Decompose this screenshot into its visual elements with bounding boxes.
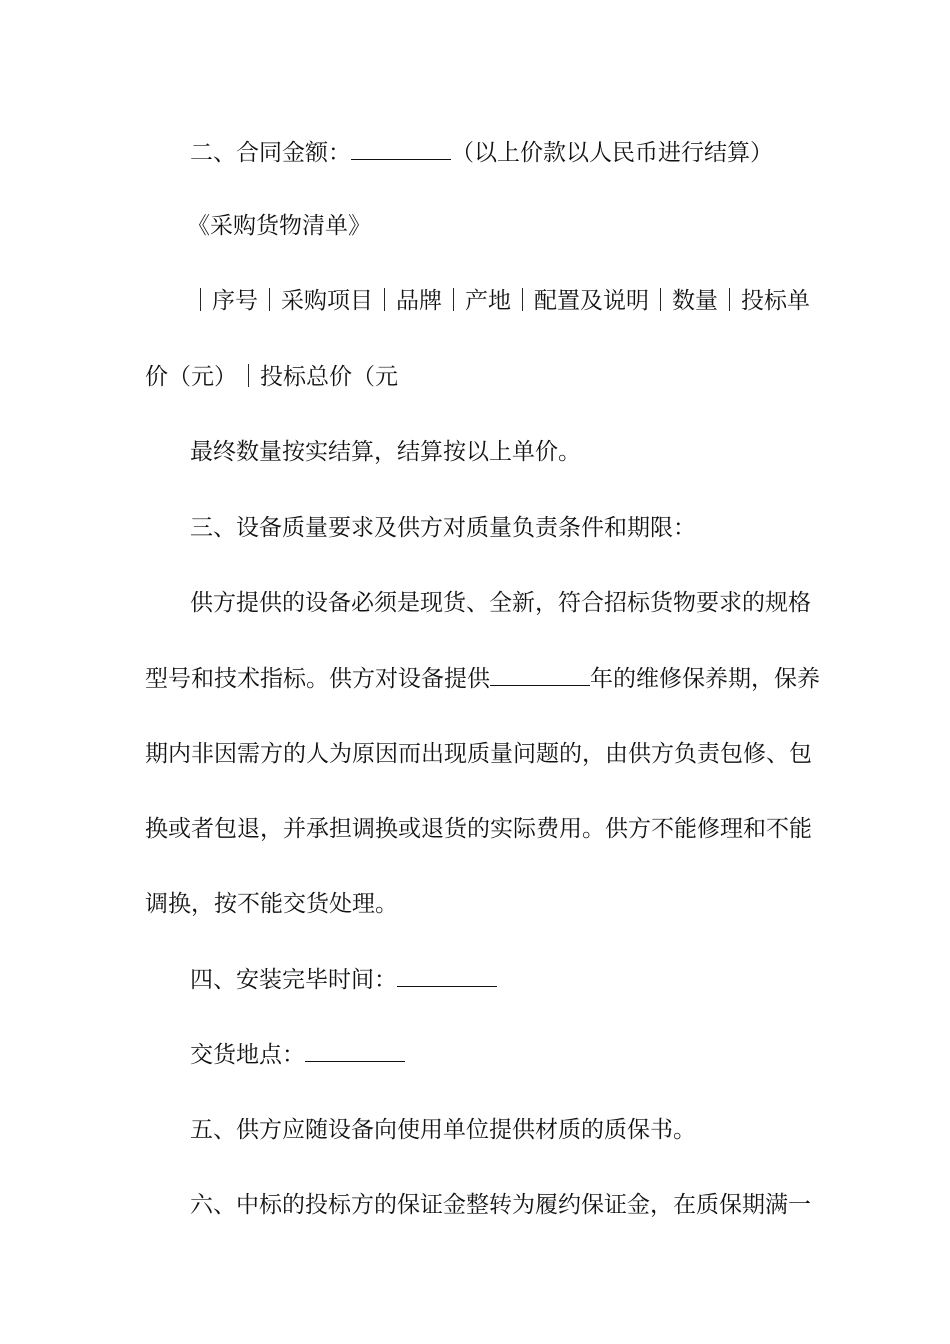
delivery-location bbox=[190, 1040, 950, 1070]
table-header-line-1: ｜序号｜采购项目｜品牌｜产地｜配置及说明｜数量｜投标单 bbox=[189, 288, 810, 314]
delivery-location-blank bbox=[305, 1041, 405, 1062]
section-3-paragraph-line-4: 换或者包退，并承担调换或退货的实际费用。供方不能修理和不能 bbox=[145, 816, 812, 842]
section-3-paragraph-line-2 bbox=[145, 664, 950, 694]
section-3-paragraph-line-3: 期内非因需方的人为原因而出现质量问题的，由供方负责包修、包 bbox=[145, 741, 812, 767]
section-2-contract-amount bbox=[190, 138, 950, 168]
table-header-line-2: 价（元）｜投标总价（元 bbox=[145, 364, 398, 390]
quantity-settlement-note: 最终数量按实结算，结算按以上单价。 bbox=[190, 439, 581, 465]
section-3-paragraph-line-5: 调换，按不能交货处理。 bbox=[145, 891, 398, 917]
purchase-list-title: 《采购货物清单》 bbox=[187, 213, 371, 239]
contract-amount-blank bbox=[351, 139, 451, 160]
delivery-location-label: 交货地点： bbox=[190, 1042, 305, 1068]
section-5-quality-certificate: 五、供方应随设备向使用单位提供材质的质保书。 bbox=[190, 1117, 696, 1143]
warranty-prefix: 型号和技术指标。供方对设备提供 bbox=[145, 666, 490, 692]
section-3-paragraph-line-1: 供方提供的设备必须是现货、全新，符合招标货物要求的规格 bbox=[190, 590, 811, 616]
section-2-prefix: 二、合同金额： bbox=[190, 140, 351, 166]
section-2-suffix: （以上价款以人民币进行结算） bbox=[451, 140, 773, 166]
section-6-deposit-line-1: 六、中标的投标方的保证金整转为履约保证金，在质保期满一 bbox=[190, 1192, 811, 1218]
section-4-install-time bbox=[190, 965, 950, 995]
warranty-years-blank bbox=[490, 665, 590, 686]
install-time-blank bbox=[397, 966, 497, 987]
section-3-title: 三、设备质量要求及供方对质量负责条件和期限： bbox=[190, 515, 696, 541]
install-time-label: 四、安装完毕时间： bbox=[190, 967, 397, 993]
warranty-suffix: 年的维修保养期，保养 bbox=[590, 666, 820, 692]
